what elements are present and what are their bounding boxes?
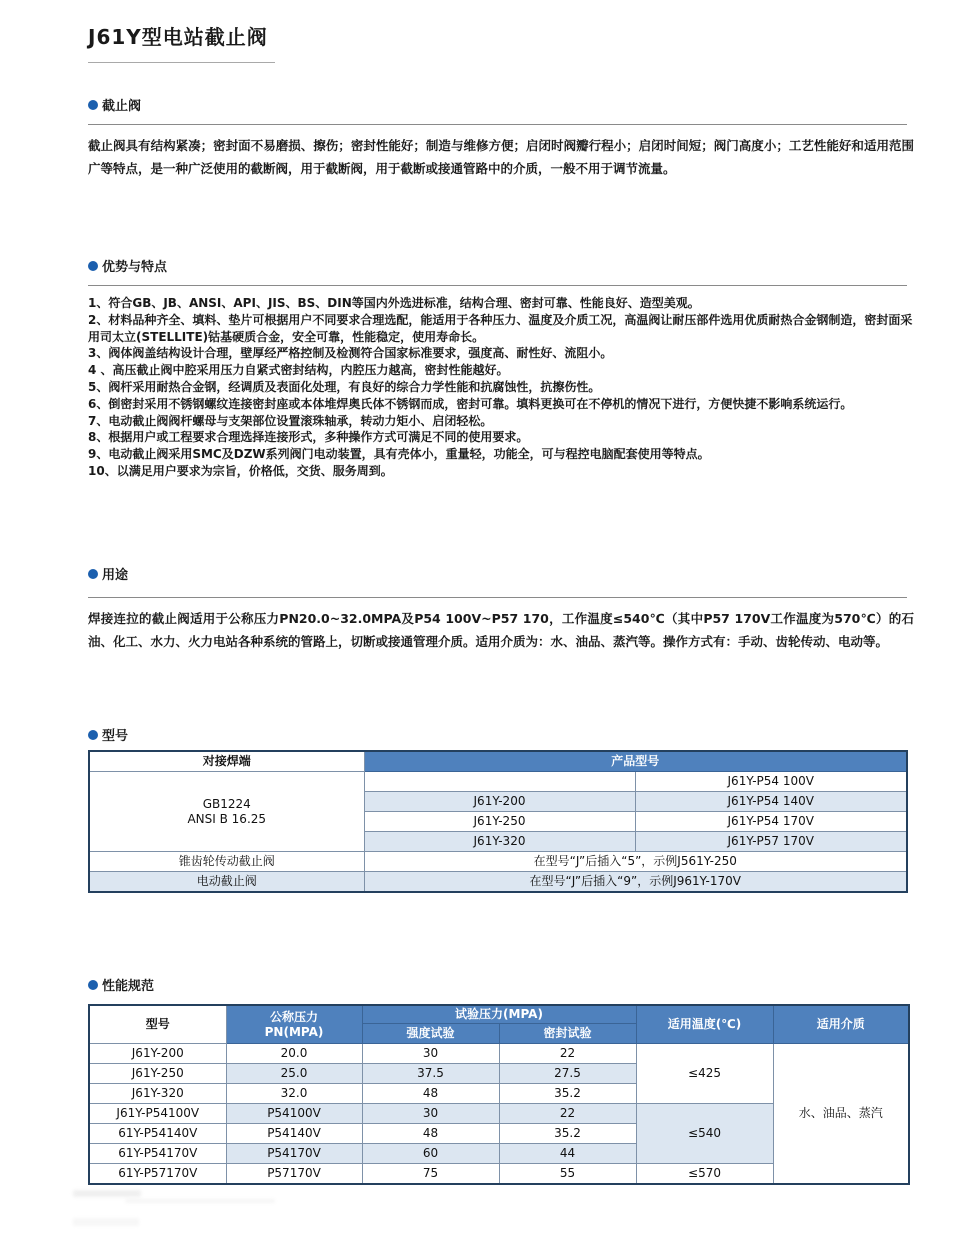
temperature-cell: ≤425 [636,1044,773,1104]
seal-cell: 35.2 [499,1124,636,1144]
temperature-header: 适用温度(℃) [636,1005,773,1044]
table-header-row [89,751,907,772]
table-header-row [89,1005,909,1024]
table-row [89,1044,909,1064]
seal-cell: 35.2 [499,1084,636,1104]
model-cell: 61Y-P57170V [89,1164,226,1185]
pn-cell: P54170V [226,1144,362,1164]
specs-table [88,1004,910,1185]
model-cell: J61Y-320 [89,1084,226,1104]
weld-end-header: 对接焊端 [89,751,364,772]
section-heading-valve-intro [88,95,141,114]
strength-test-header: 强度试验 [362,1024,499,1044]
section-heading-specs [88,975,154,994]
nominal-pressure-header [226,1005,362,1044]
temperature-cell: ≤540 [636,1104,773,1164]
variant-label-cell: 锥齿轮传动截止阀 [89,852,364,872]
variant-label-cell: 电动截止阀 [89,872,364,893]
scan-artifact [73,1218,139,1226]
section-bullet-icon [88,980,98,990]
model-table [88,750,908,893]
strength-cell: 75 [362,1164,499,1185]
model-cell: J61Y-250 [89,1064,226,1084]
strength-cell: 48 [362,1084,499,1104]
strength-cell: 30 [362,1104,499,1124]
model-cell: J61Y-P54 100V [635,772,907,792]
feature-item: 5、阀杆采用耐热合金钢，经调质及表面化处理，有良好的综合力学性能和抗腐蚀性，抗擦伤性。 [88,379,601,394]
scan-artifact [73,1190,141,1197]
pn-cell: P54100V [226,1104,362,1124]
weld-standard-cell [89,772,364,852]
table-row [89,852,907,872]
variant-note-cell: 在型号“J”后插入“9”，示例J961Y-170V [364,872,907,893]
feature-item: 9、电动截止阀采用SMC及DZW系列阀门电动装置，具有壳体小，重量轻，功能全，可与程控电脑配套使用等特点。 [88,447,710,462]
seal-cell: 44 [499,1144,636,1164]
valve-intro-paragraph: 截止阀具有结构紧凑；密封面不易磨损、擦伤；密封性能好；制造与维修方便；启闭时阀瓣行程小；启闭时间短；阀门高度小；工艺性能好和适用范围广等特点，是一种广泛使用的截断阀，用于截断阀，用于截断或接通管路中的介质，一般不用于调节流量。 [88,137,914,176]
model-table-container [88,750,908,893]
section-bullet-icon [88,100,98,110]
nominal-pressure-line1: 公称压力 [269,1009,318,1024]
model-cell: J61Y-P54 140V [635,792,907,812]
specs-table-container [88,1004,910,1185]
model-cell: 61Y-P54140V [89,1124,226,1144]
feature-item: 1、符合GB、JB、ANSI、API、JIS、BS、DIN等国内外选进标准，结构合理、密封可靠、性能良好、造型美观。 [88,296,700,310]
model-cell: J61Y-250 [364,812,635,832]
seal-cell: 22 [499,1104,636,1124]
product-model-header: 产品型号 [364,751,907,772]
feature-item: 2、材料品种齐全、填料、垫片可根据用户不同要求合理选配，能适用于各种压力、温度及介质工况，高温阀让耐压部件选用优质耐热合金钢制造，密封面采用司太立(STELLITE)钴基硬质合金，安全可靠，性能稳定，使用寿命长。 [88,312,913,344]
nominal-pressure-line2: PN(MPA) [264,1024,324,1039]
model-cell: J61Y-200 [364,792,635,812]
section-heading-features [88,256,167,275]
weld-standard-line1: GB1224 [202,796,251,811]
section-heading-label: 用途 [102,568,129,583]
strength-cell: 30 [362,1044,499,1064]
section-heading-usage [88,564,128,583]
section-rule [88,285,907,286]
section-rule [88,597,907,598]
section-bullet-icon [88,261,98,271]
feature-item: 6、倒密封采用不锈钢螺纹连接密封座或本体堆焊奥氏体不锈钢而成，密封可靠。填料更换可在不停机的情况下进行，方便快捷不影响系统运行。 [88,396,853,411]
temperature-cell: ≤570 [636,1164,773,1185]
model-cell: J61Y-200 [89,1044,226,1064]
pn-cell: 25.0 [226,1064,362,1084]
section-heading-label: 截止阀 [102,99,142,114]
usage-paragraph: 焊接连拉的截止阀适用于公称压力PN20.0~32.0MPA及P54 100V~P57 170，工作温度≤540℃（其中P57 170V工作温度为570℃）的石油、化工、水力、火力电站各种系统的管路上，切断或接通管理介质。适用介质为：水、油品、蒸汽等。操作方式有：手动、齿轮传动、电动等。 [88,610,914,649]
variant-note-cell: 在型号“J”后插入“5”，示例J561Y-250 [364,852,907,872]
strength-cell: 48 [362,1124,499,1144]
feature-item: 8、根据用户或工程要求合理选择连接形式，多种操作方式可满足不同的使用要求。 [88,430,529,445]
pn-cell: P57170V [226,1164,362,1185]
feature-item: 3、阀体阀盖结构设计合理，壁厚经严格控制及检测符合国家标准要求，强度高、耐性好、流阻小。 [88,346,613,361]
model-cell: 61Y-P54170V [89,1144,226,1164]
pn-cell: P54140V [226,1124,362,1144]
table-row [89,772,907,792]
test-pressure-header: 试验压力(MPA) [362,1005,636,1024]
section-heading-label: 性能规范 [102,979,155,994]
model-cell: J61Y-P54100V [89,1104,226,1124]
table-row [89,872,907,893]
medium-cell: 水、油品、蒸汽 [773,1044,909,1185]
title-underline [88,62,275,63]
section-heading-label: 优势与特点 [102,260,168,275]
section-rule [88,124,907,125]
strength-cell: 37.5 [362,1064,499,1084]
features-list [88,295,920,480]
model-column-header: 型号 [89,1005,226,1044]
section-heading-label: 型号 [102,729,129,744]
seal-cell: 55 [499,1164,636,1185]
model-cell: J61Y-P57 170V [635,832,907,852]
scan-artifact [125,1199,275,1203]
feature-item: 4 、高压截止阀中腔采用压力自紧式密封结构，内腔压力越高，密封性能越好。 [88,363,509,378]
seal-cell: 22 [499,1044,636,1064]
model-cell: J61Y-320 [364,832,635,852]
strength-cell: 60 [362,1144,499,1164]
pn-cell: 32.0 [226,1084,362,1104]
medium-header: 适用介质 [773,1005,909,1044]
seal-cell: 27.5 [499,1064,636,1084]
seal-test-header: 密封试验 [499,1024,636,1044]
model-cell: J61Y-P54 170V [635,812,907,832]
weld-standard-line2: ANSI B 16.25 [187,811,267,826]
feature-item: 10、以满足用户要求为宗旨，价格低，交货、服务周到。 [88,463,393,478]
section-heading-model [88,725,128,744]
model-cell [364,772,635,792]
section-bullet-icon [88,569,98,579]
pn-cell: 20.0 [226,1044,362,1064]
page-title: J61Y型电站截止阀 [88,25,268,50]
feature-item: 7、电动截止阀阀杆螺母与支架部位设置滚珠轴承，转动力矩小、启闭轻松。 [88,413,493,428]
section-bullet-icon [88,730,98,740]
